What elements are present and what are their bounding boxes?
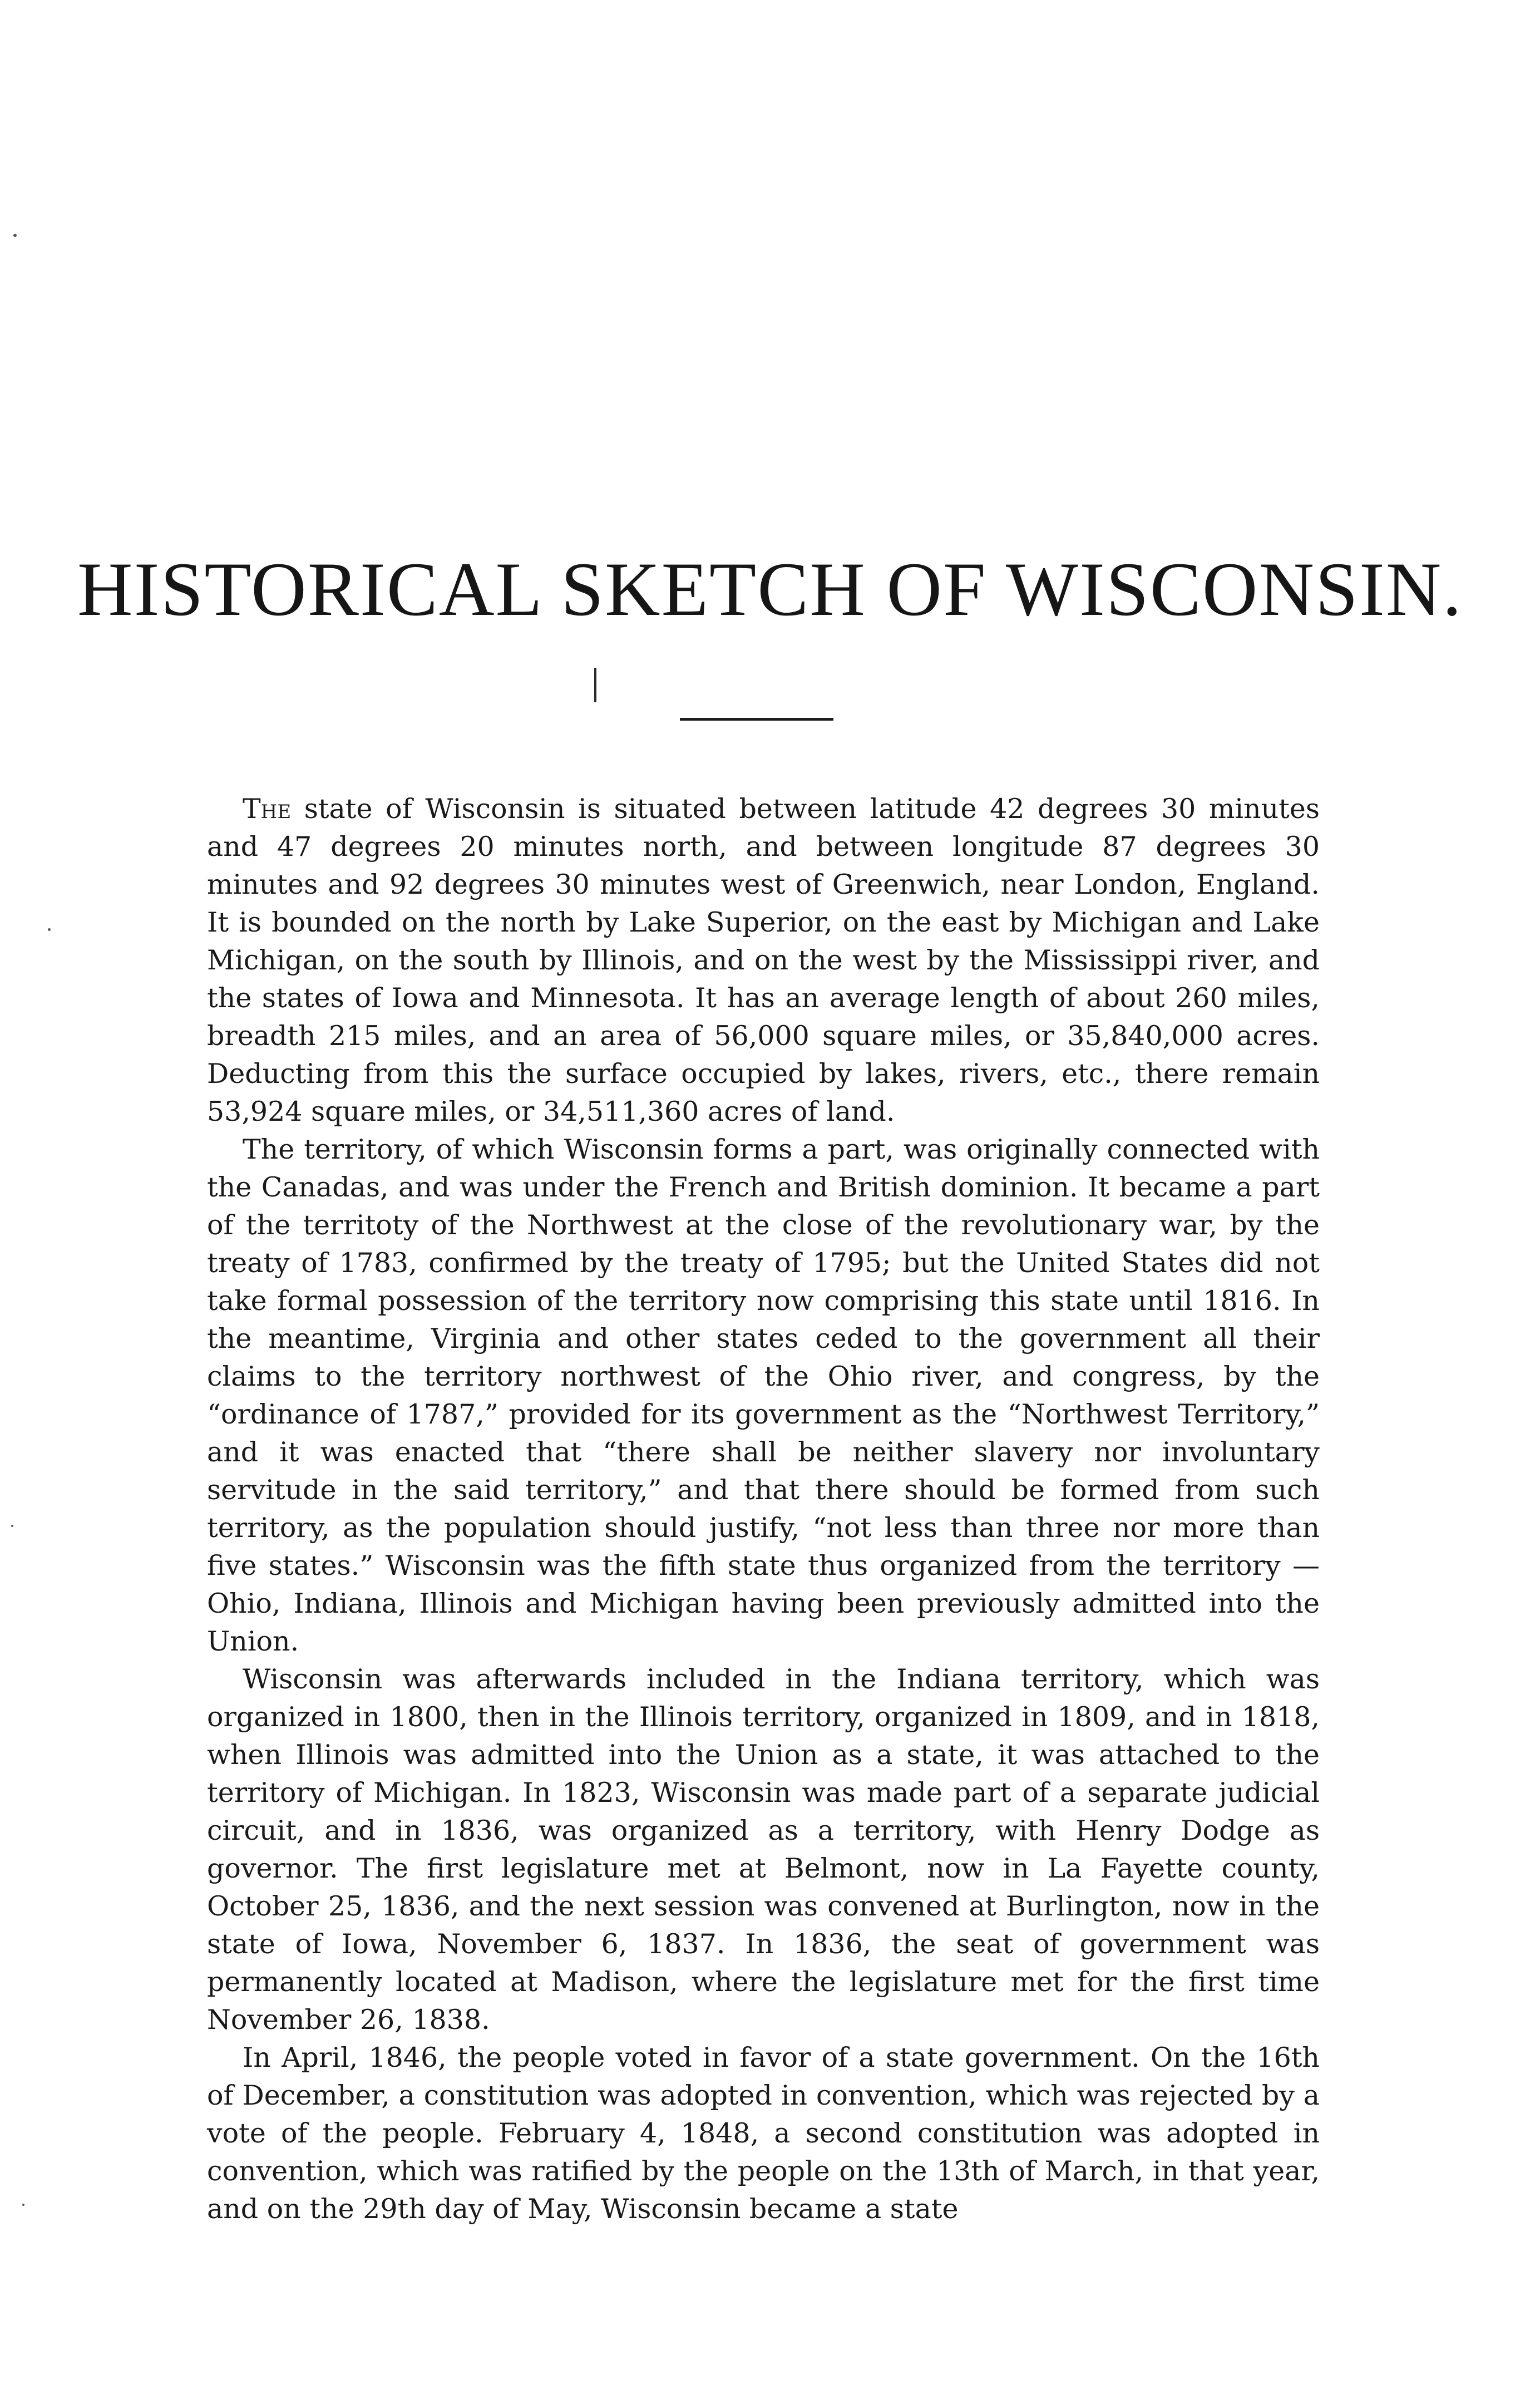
paragraph-text: In April, 1846, the people voted in favor of a state government. On the 16th of December, a constitution was adopted in convention, which was rejected by a vote of the people. February 4, 1848, a second constitution was adopted in convention, which was ratified by the people on the 13th of March, in that year, and on the 29th day of May, Wisconsin became a state — [207, 2042, 1320, 2225]
paragraph-1 — [207, 790, 1320, 1131]
page-title: HISTORICAL SKETCH OF WISCONSIN. — [77, 546, 1463, 632]
paragraph-text: Wisconsin was afterwards included in the Indiana territory, which was organized in 1800, then in the Illinois territory, organized in 1809, and in 1818, when Illinois was admitted into the Union as a state, it was attached to the territory of Michigan. In 1823, Wisconsin was made part of a separate judicial circuit, and in 1836, was organized as a territory, with Henry Dodge as governor. The first legislature met at Belmont, now in La Fayette county, October 25, 1836, and the next session was convened at Burlington, now in the state of Iowa, November 6, 1837. In 1836, the seat of government was permanently located at Madison, where the legislature met for the first time November 26, 1838. — [207, 1663, 1320, 2036]
paragraph-3 — [207, 1661, 1320, 2039]
scan-speck — [22, 2204, 24, 2206]
article-body — [207, 790, 1320, 2228]
scan-speck — [11, 1525, 13, 1527]
paragraph-text: The territory, of which Wisconsin forms a part, was originally connected with the Canadas, and was under the French and British dominion. It became a part of the territoty of the Northwest at the close of the revolutionary war, by the treaty of 1783, confirmed by the treaty of 1795; but the United States did not take formal possession of the territory now comprising this state until 1816. In the meantime, Virginia and other states ceded to the government all their claims to the territory northwest of the Ohio river, and congress, by the “ordinance of 1787,” provided for its government as the “Northwest Territory,” and it was enacted that “there shall be neither slavery nor involuntary servitude in the said territory,” and that there should be formed from such territory, as the population should justify, “not less than three nor more than five states.” Wisconsin was the fifth state thus organized from the territory — Ohio, Indiana, Illinois and Michigan having been previously admitted into the Union. — [207, 1134, 1320, 1657]
paragraph-lead-word: The — [243, 793, 292, 825]
scan-speck — [48, 928, 51, 931]
title-divider — [680, 718, 833, 721]
ink-mark — [594, 668, 596, 702]
paragraph-text: state of Wisconsin is situated between latitude 42 degrees 30 minutes and 47 degrees 20 minutes north, and between longitude 87 degrees 30 minutes and 92 degrees 30 minutes west of Greenwich, near London, England. It is bounded on the north by Lake Superior, on the east by Michigan and Lake Michigan, on the south by Illinois, and on the west by the Mississippi river, and the states of Iowa and Minnesota. It has an average length of about 260 miles, breadth 215 miles, and an area of 56,000 square miles, or 35,840,000 acres. Deducting from this the surface occupied by lakes, rivers, etc., there remain 53,924 square miles, or 34,511,360 acres of land. — [207, 793, 1320, 1127]
scan-speck — [13, 234, 17, 237]
paragraph-2 — [207, 1131, 1320, 1661]
paragraph-4 — [207, 2039, 1320, 2228]
